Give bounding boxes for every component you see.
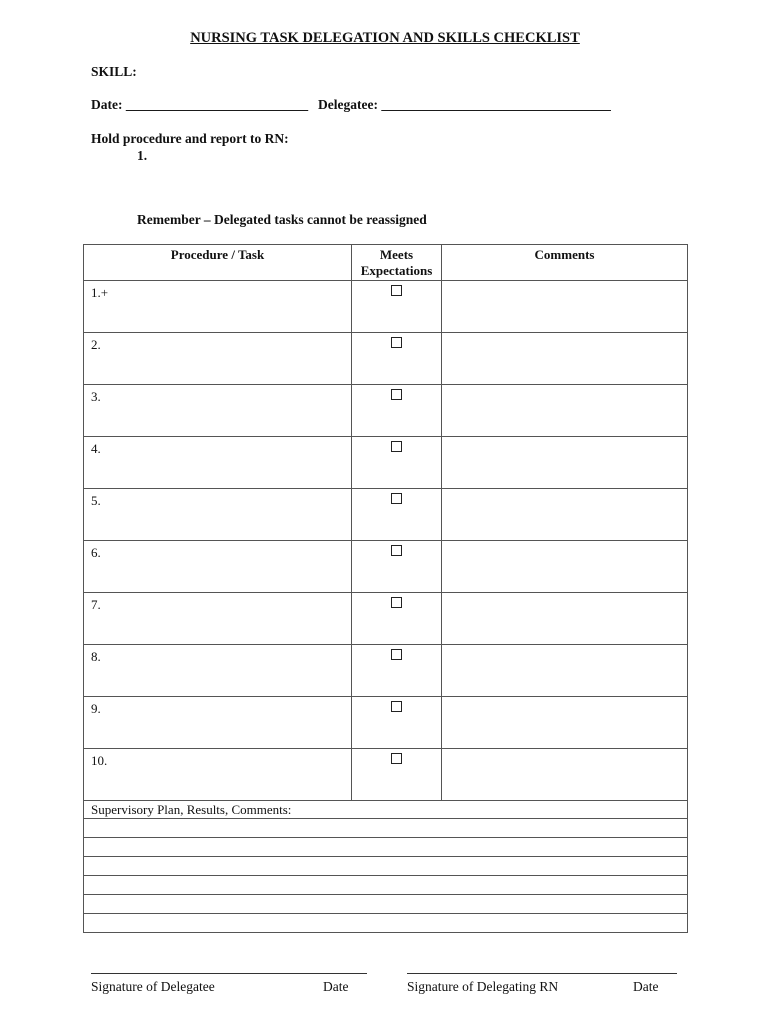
row-number: 2. bbox=[91, 337, 101, 352]
supervisory-line-field[interactable] bbox=[84, 819, 688, 838]
meets-cell bbox=[352, 645, 442, 697]
checkbox[interactable] bbox=[391, 753, 402, 764]
row-number: 7. bbox=[91, 597, 101, 612]
comments-cell[interactable] bbox=[442, 281, 688, 333]
delegatee-signature-line[interactable] bbox=[91, 963, 367, 974]
meets-cell bbox=[352, 333, 442, 385]
meets-cell bbox=[352, 489, 442, 541]
checkbox[interactable] bbox=[391, 389, 402, 400]
comments-header-label: Comments bbox=[534, 247, 595, 262]
rn-signature-line[interactable] bbox=[407, 963, 677, 974]
procedure-cell[interactable] bbox=[84, 437, 352, 489]
comments-cell[interactable] bbox=[442, 593, 688, 645]
hold-procedure-label: Hold procedure and report to RN: bbox=[91, 131, 289, 146]
delegatee-signature-label: Signature of Delegatee bbox=[91, 979, 215, 994]
row-number: 6. bbox=[91, 545, 101, 560]
row-number: 4. bbox=[91, 441, 101, 456]
procedure-header-label: Procedure / Task bbox=[170, 247, 265, 262]
supervisory-line bbox=[84, 819, 688, 838]
meets-cell bbox=[352, 281, 442, 333]
procedure-cell[interactable] bbox=[84, 333, 352, 385]
procedure-cell[interactable] bbox=[84, 697, 352, 749]
supervisory-line-field[interactable] bbox=[84, 914, 688, 933]
checkbox[interactable] bbox=[391, 493, 402, 504]
checkbox[interactable] bbox=[391, 701, 402, 712]
page-title: NURSING TASK DELEGATION AND SKILLS CHECKLIST bbox=[190, 30, 580, 46]
table-row bbox=[84, 437, 688, 489]
table-row bbox=[84, 697, 688, 749]
row-number: 3. bbox=[91, 389, 101, 404]
reminder-text: Remember – Delegated tasks cannot be reassigned bbox=[137, 212, 427, 227]
comments-cell[interactable] bbox=[442, 697, 688, 749]
meets-cell bbox=[352, 749, 442, 801]
checkbox[interactable] bbox=[391, 285, 402, 296]
table-row bbox=[84, 645, 688, 697]
column-header-procedure bbox=[84, 245, 352, 281]
supervisory-line bbox=[84, 838, 688, 857]
hold-procedure-item[interactable]: 1. bbox=[137, 148, 148, 163]
meets-cell bbox=[352, 593, 442, 645]
procedure-cell[interactable] bbox=[84, 749, 352, 801]
column-header-meets bbox=[352, 245, 442, 281]
delegatee-date-label: Date bbox=[323, 979, 349, 994]
procedure-cell[interactable] bbox=[84, 281, 352, 333]
date-field[interactable]: Date: ___________________________ bbox=[91, 97, 309, 112]
supervisory-line bbox=[84, 857, 688, 876]
comments-cell[interactable] bbox=[442, 489, 688, 541]
row-number: 10. bbox=[91, 753, 108, 768]
table-row bbox=[84, 489, 688, 541]
supervisory-header-row bbox=[84, 801, 688, 819]
comments-cell[interactable] bbox=[442, 437, 688, 489]
checkbox[interactable] bbox=[391, 441, 402, 452]
comments-cell[interactable] bbox=[442, 541, 688, 593]
comments-cell[interactable] bbox=[442, 645, 688, 697]
delegatee-field[interactable]: Delegatee: __________________________________ bbox=[318, 97, 611, 112]
table-header-row bbox=[84, 245, 688, 281]
meets-cell bbox=[352, 437, 442, 489]
row-number: 9. bbox=[91, 701, 101, 716]
rn-date-label: Date bbox=[633, 979, 659, 994]
rn-signature-label: Signature of Delegating RN bbox=[407, 979, 559, 994]
supervisory-line-field[interactable] bbox=[84, 876, 688, 895]
supervisory-line bbox=[84, 914, 688, 933]
procedure-cell[interactable] bbox=[84, 385, 352, 437]
column-header-comments bbox=[442, 245, 688, 281]
procedure-cell[interactable] bbox=[84, 645, 352, 697]
comments-cell[interactable] bbox=[442, 749, 688, 801]
supervisory-line bbox=[84, 895, 688, 914]
table-row bbox=[84, 541, 688, 593]
meets-header-line1: Meets bbox=[379, 247, 414, 262]
table-row bbox=[84, 749, 688, 801]
checkbox[interactable] bbox=[391, 337, 402, 348]
row-number: 8. bbox=[91, 649, 101, 664]
comments-cell[interactable] bbox=[442, 385, 688, 437]
skill-field[interactable]: SKILL: bbox=[91, 64, 137, 79]
meets-cell bbox=[352, 697, 442, 749]
table-row bbox=[84, 385, 688, 437]
comments-cell[interactable] bbox=[442, 333, 688, 385]
table-row bbox=[84, 281, 688, 333]
checkbox[interactable] bbox=[391, 649, 402, 660]
table-row bbox=[84, 333, 688, 385]
supervisory-line-field[interactable] bbox=[84, 857, 688, 876]
row-number: 1.+ bbox=[91, 285, 109, 300]
meets-header-line2: Expectations bbox=[360, 263, 433, 278]
table-row bbox=[84, 593, 688, 645]
meets-cell bbox=[352, 385, 442, 437]
supervisory-line bbox=[84, 876, 688, 895]
procedure-cell[interactable] bbox=[84, 489, 352, 541]
procedure-cell[interactable] bbox=[84, 593, 352, 645]
supervisory-line-field[interactable] bbox=[84, 895, 688, 914]
meets-cell bbox=[352, 541, 442, 593]
procedure-cell[interactable] bbox=[84, 541, 352, 593]
checklist-table bbox=[83, 244, 688, 933]
row-number: 5. bbox=[91, 493, 101, 508]
checkbox[interactable] bbox=[391, 597, 402, 608]
supervisory-line-field[interactable] bbox=[84, 838, 688, 857]
supervisory-label: Supervisory Plan, Results, Comments: bbox=[84, 801, 688, 819]
checkbox[interactable] bbox=[391, 545, 402, 556]
